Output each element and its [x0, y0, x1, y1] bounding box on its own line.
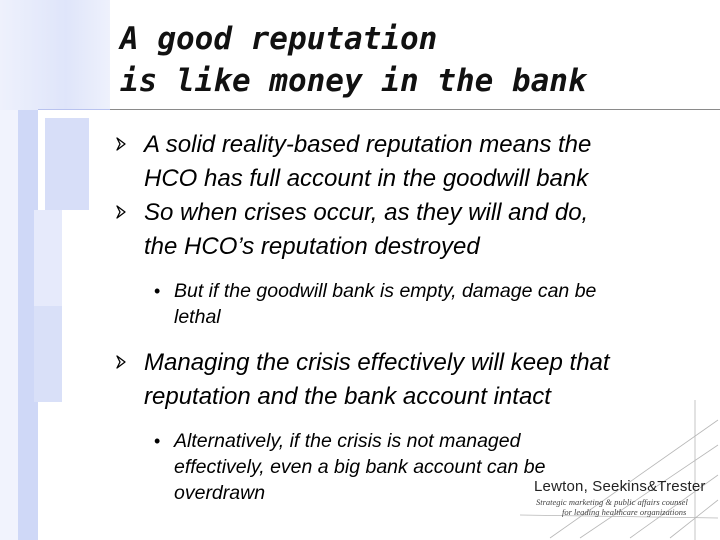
sub-bullet-text-line: Alternatively, if the crisis is not managed	[174, 430, 521, 452]
slide-title-line: is like money in the bank	[120, 63, 587, 99]
background-band-light	[0, 110, 18, 540]
background-band-top	[0, 0, 110, 110]
dot-bullet-icon: •	[154, 281, 161, 301]
bullet-text-line: HCO has full account in the goodwill bank	[144, 165, 589, 192]
logo-tagline-line: Strategic marketing & public affairs counsel	[536, 497, 688, 507]
bullet-item	[112, 128, 712, 196]
sub-bullet-text-line: overdrawn	[174, 482, 266, 504]
sub-bullet-item	[112, 278, 712, 330]
bullet-text-line: Managing the crisis effectively will keep that	[144, 349, 610, 376]
bullet-text-line: the HCO’s reputation destroyed	[144, 233, 480, 260]
background-block	[45, 118, 89, 210]
title-divider	[110, 109, 720, 110]
background-block	[34, 210, 62, 306]
slide-title	[120, 18, 587, 102]
bullet-item	[112, 196, 712, 264]
background-band	[18, 0, 38, 540]
bullet-text-line: reputation and the bank account intact	[144, 383, 551, 410]
sub-bullet-text-line: lethal	[174, 306, 221, 328]
background-block	[34, 306, 62, 402]
logo-wordmark: Lewton, Seekins&Trester	[534, 478, 706, 495]
logo-diagonal-lines-icon	[520, 400, 720, 540]
slide-title-line: A good reputation	[120, 21, 438, 57]
sub-bullet-text-line: effectively, even a big bank account can be	[174, 456, 546, 478]
bullet-text-line: A solid reality-based reputation means the	[144, 131, 592, 158]
bullet-text-line: So when crises occur, as they will and do,	[144, 199, 589, 226]
logo-tagline	[536, 497, 706, 517]
arrowhead-bullet-icon	[114, 196, 128, 230]
dot-bullet-icon: •	[154, 431, 161, 451]
logo-tagline-line: for leading healthcare organizations	[562, 507, 687, 517]
arrowhead-bullet-icon	[114, 346, 128, 380]
arrowhead-bullet-icon	[114, 128, 128, 162]
title-divider-accent	[38, 109, 110, 110]
sub-bullet-text-line: But if the goodwill bank is empty, damage can be	[174, 280, 597, 302]
